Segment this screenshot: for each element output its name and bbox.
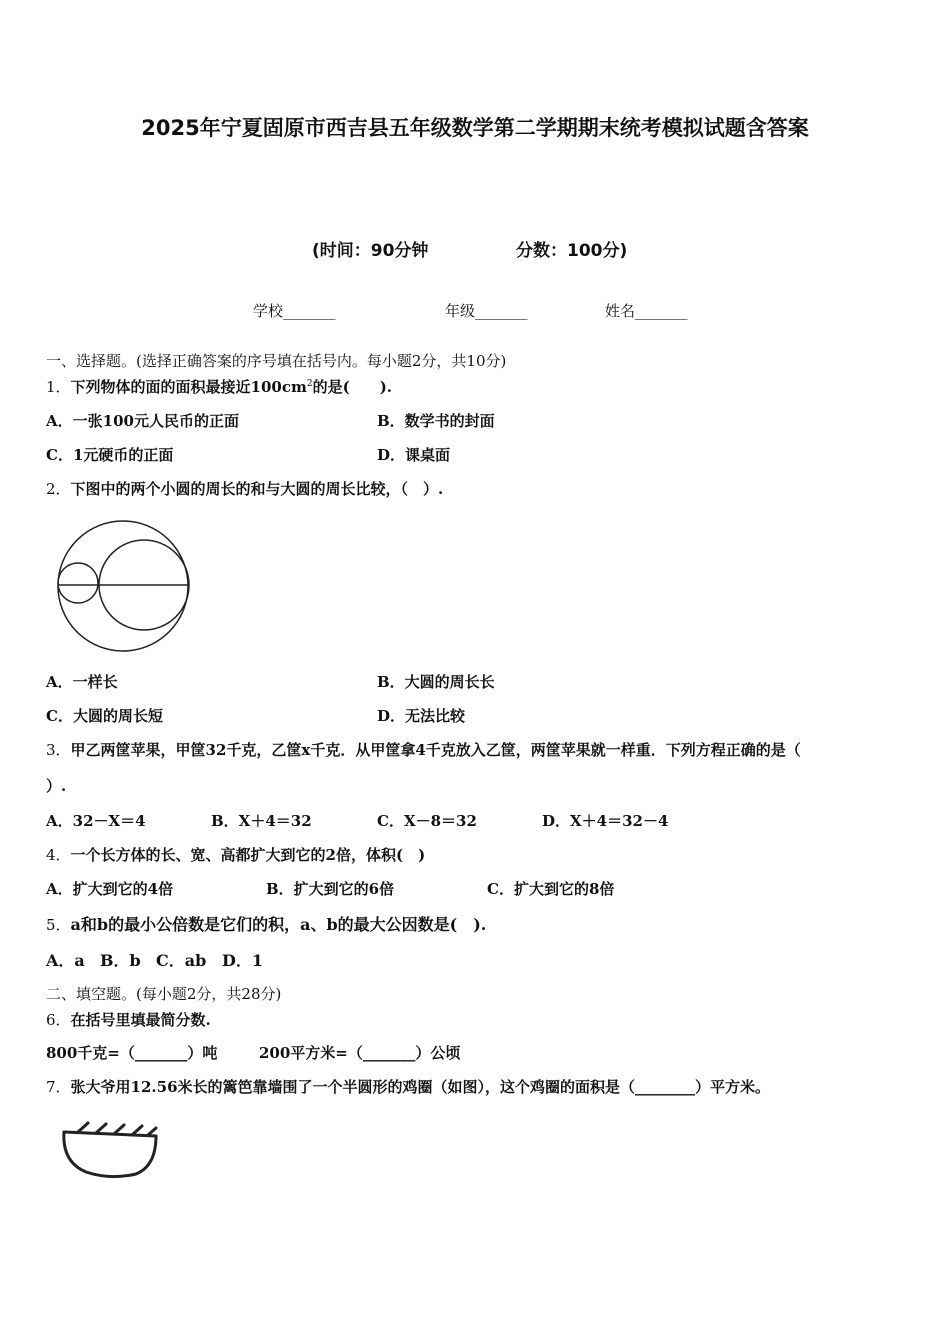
q2-option-b: B．大圆的周长长 [377, 673, 495, 691]
q5-option-b: B．b [100, 951, 141, 970]
q5-option-d: D．1 [222, 951, 264, 970]
question-text-end: 的是( ). [312, 378, 393, 396]
semicircle-fence [64, 1132, 156, 1177]
q2-option-c: C．大圆的周长短 [46, 707, 163, 725]
q3-option-c: C．X－8＝32 [377, 812, 477, 830]
question-text: 一个长方体的长、宽、高都扩大到它的2倍，体积( ) [70, 846, 426, 864]
question-text: 甲乙两筐苹果，甲筐32千克，乙筐x千克．从甲筐拿4千克放入乙筐，两筐苹果就一样重．下列方程正确的是（ [70, 741, 801, 759]
question-number: 6． [46, 1011, 71, 1029]
question-number: 7． [46, 1078, 71, 1096]
circles-figure [50, 515, 195, 660]
question-text: 张大爷用12.56米长的篱笆靠墙围了一个半圆形的鸡圈（如图），这个鸡圈的面积是（________）平方米。 [70, 1078, 771, 1096]
question-text: 下图中的两个小圆的周长的和与大圆的周长比较，（ ）. [70, 480, 444, 498]
q1-option-d: D．课桌面 [377, 446, 451, 464]
grade-field: 年级_______ [445, 302, 528, 320]
page-title: 2025年宁夏固原市西吉县五年级数学第二学期期末统考模拟试题含答案 [141, 116, 809, 140]
q3-option-d: D．X＋4＝32－4 [542, 812, 669, 830]
question-2 [46, 478, 443, 499]
question-1 [46, 376, 392, 397]
question-number: 5． [46, 916, 71, 934]
q3-option-b: B．X＋4＝32 [211, 812, 312, 830]
name-field: 姓名_______ [605, 302, 688, 320]
question-text: 下列物体的面的面积最接近100cm [70, 378, 307, 396]
semicircle-pen-figure [58, 1118, 163, 1183]
question-number: 2． [46, 480, 71, 498]
q4-option-b: B．扩大到它的6倍 [266, 880, 395, 898]
q1-option-b: B．数学书的封面 [377, 412, 495, 430]
q1-option-a: A．一张100元人民币的正面 [46, 412, 239, 430]
question-text: 在括号里填最简分数. [70, 1011, 211, 1029]
large-circle [58, 521, 188, 651]
question-number: 3． [46, 741, 71, 759]
question-number: 4． [46, 846, 71, 864]
section1-heading: 一、选择题。(选择正确答案的序号填在括号内。每小题2分，共10分) [46, 352, 507, 370]
question-3-cont: ）. [46, 777, 67, 795]
section2-heading: 二、填空题。(每小题2分，共28分) [46, 985, 282, 1003]
question-3 [46, 739, 801, 760]
question-5 [46, 912, 486, 935]
q1-option-c: C．1元硬币的正面 [46, 446, 174, 464]
small-circle [58, 563, 98, 603]
question-text: a和b的最小公倍数是它们的积，a、b的最大公因数是( ). [70, 915, 487, 934]
q4-option-c: C．扩大到它的8倍 [487, 880, 615, 898]
exam-score: 分数：100分) [516, 241, 628, 261]
question-number: 1． [46, 378, 71, 396]
question-7 [46, 1076, 770, 1097]
question-4 [46, 844, 425, 865]
q5-option-a: A．a [46, 951, 85, 970]
question-6 [46, 1009, 211, 1030]
q6-blank-1: 800千克=（_______）吨 [46, 1044, 218, 1062]
q6-blank-2: 200平方米=（_______）公顷 [259, 1044, 461, 1062]
q5-option-c: C．ab [156, 951, 207, 970]
exam-time: (时间：90分钟 [312, 241, 429, 261]
school-field: 学校_______ [253, 302, 336, 320]
superscript: 2 [306, 379, 313, 389]
q2-option-a: A．一样长 [46, 673, 118, 691]
q4-option-a: A．扩大到它的4倍 [46, 880, 174, 898]
q2-option-d: D．无法比较 [377, 707, 466, 725]
q3-option-a: A．32－X＝4 [46, 812, 146, 830]
